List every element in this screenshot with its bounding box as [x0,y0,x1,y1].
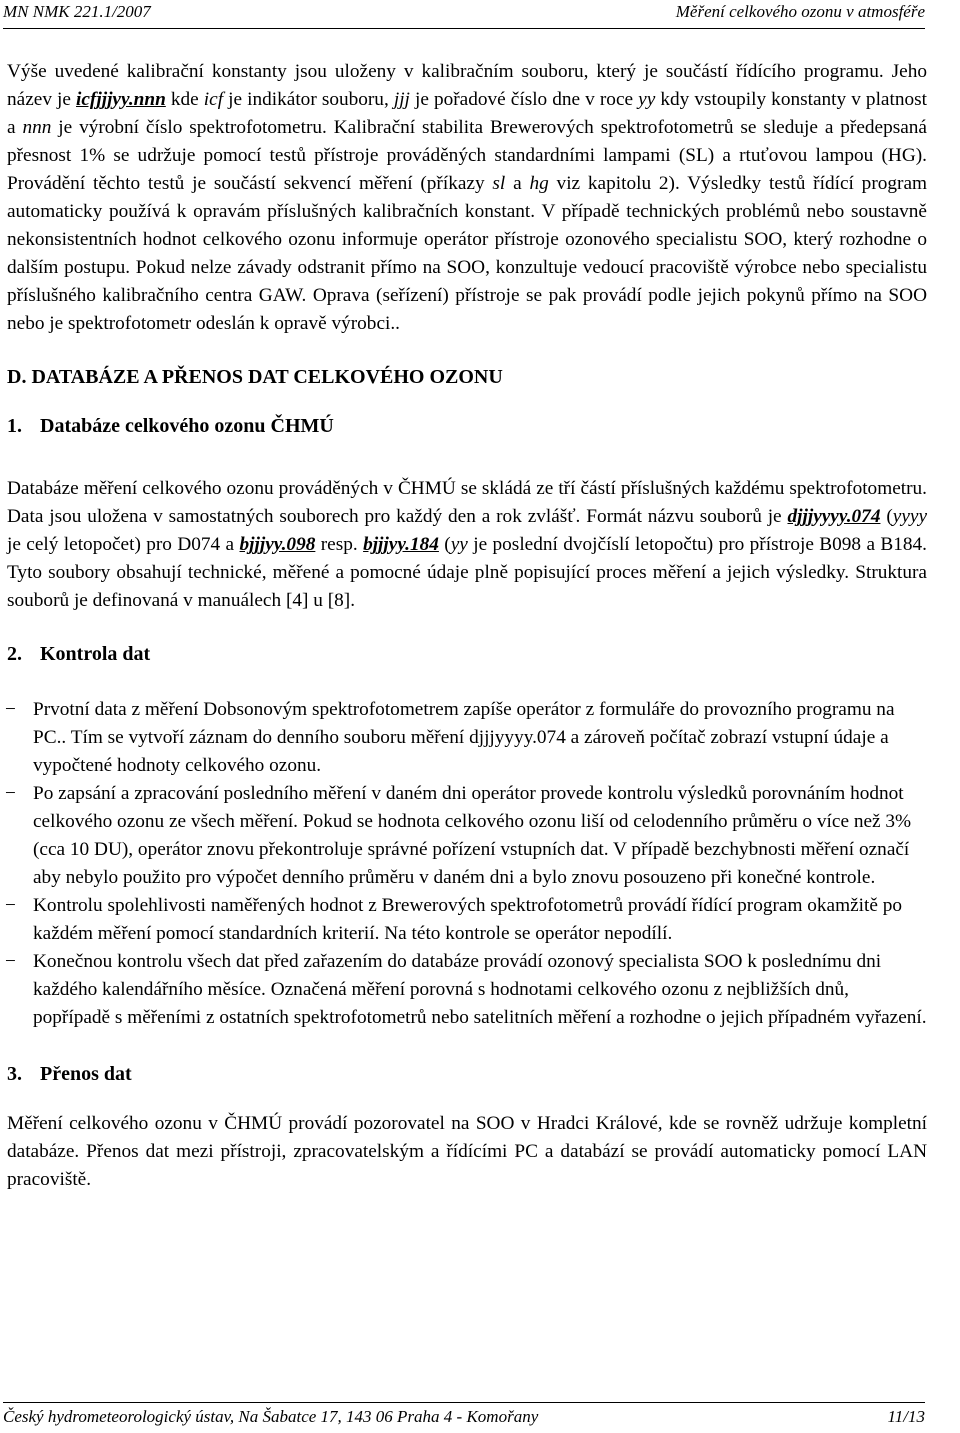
list-item: − Konečnou kontrolu všech dat před zařazením do databáze provádí ozonový specialista SOO k poslednímu dni každého kalendářního měsíce. Označená měření porovná s hodnotami celkového ozonu z nejbližších dnů, popřípadě s měřeními z ostatních spektrofotometrů nebo satelitních měření a rozhodne o jejich případném vyřazení. [7,948,927,1032]
page-footer [3,1402,925,1433]
data-check-list [7,696,927,1032]
page-content [7,58,927,1194]
subsection-2-heading: 2. Kontrola dat [7,643,151,665]
dash-bullet-icon: − [5,895,16,916]
dash-bullet-icon: − [5,783,16,804]
section-d-heading: D. DATABÁZE A PŘENOS DAT CELKOVÉHO OZONU [7,366,503,388]
list-item: − Prvotní data z měření Dobsonovým spektrofotometrem zapíše operátor z formuláře do provozního programu na PC.. Tím se vytvoří záznam do denního souboru měření djjjyyyy.074 a zároveň počítač zobrazí vstupní údaje a vypočtené hodnoty celkového ozonu. [7,696,927,780]
dash-bullet-icon: − [5,951,16,972]
database-paragraph: Databáze měření celkového ozonu prováděných v ČHMÚ se skládá ze tří částí příslušných každému spektrofotometru. Data jsou uložena v samostatných souborech pro každý den a rok zvlášť. Formát názvu souborů je djjjyyyy.074 (yyyy je celý letopočet) pro D074 a bjjjyy.098 resp. bjjjyy.184 (yy je poslední dvojčíslí letopočtu) pro přístroje B098 a B184. Tyto soubory obsahují technické, měřené a pomocné údaje plně popisující proces měření a jejich výsledky. Struktura souborů je definovaná v manuálech [4] u [8]. [7,478,927,611]
footer-address: Český hydrometeorologický ústav, Na Šabatce 17, 143 06 Praha 4 - Komořany [3,1407,539,1426]
page-number: 11/13 [887,1407,925,1426]
list-item: − Kontrolu spolehlivosti naměřených hodnot z Brewerových spektrofotometrů provádí řídící program okamžitě po každém měření pomocí standardních kriterií. Na této kontrole se operátor nepodílí. [7,892,927,948]
dash-bullet-icon: − [5,699,16,720]
page-header [3,2,925,29]
header-title: Měření celkového ozonu v atmosféře [675,2,925,21]
header-doc-id: MN NMK 221.1/2007 [3,2,151,21]
list-item: − Po zapsání a zpracování posledního měření v daném dni operátor provede kontrolu výsledků porovnáním hodnot celkového ozonu ze všech měření. Pokud se hodnota celkového ozonu liší od celodenního průměru o více než 3% (cca 10 DU), operátor znovu překontroluje správné pořízení vstupních dat. V případě bezchybnosti měření označí aby nebylo použito pro výpočet denního průměru v daném dni a bylo znovu posouzeno při konečné kontrole. [7,780,927,892]
intro-paragraph: Výše uvedené kalibrační konstanty jsou uloženy v kalibračním souboru, který je součástí řídícího programu. Jeho název je icfjjjyy.nnn kde icf je indikátor souboru, jjj je pořadové číslo dne v roce yy kdy vstoupily konstanty v platnost a nnn je výrobní číslo spektrofotometru. Kalibrační stabilita Brewerových spektrofotometrů se sleduje a předepsaná přesnost 1% se udržuje pomocí testů přístroje prováděných standardními lampami (SL) a rtuťovou lampou (HG). Provádění těchto testů je součástí sekvencí měření (příkazy sl a hg viz kapitolu 2). Výsledky testů řídící program automaticky používá k opravám příslušných kalibračních konstant. V případě technických problémů nebo soustavně nekonsistentních hodnot celkového ozonu informuje operátor přístroje ozonového specialistu SOO, který rozhodne o dalším postupu. Pokud nelze závady odstranit přímo na SOO, konzultuje vedoucí pracoviště výrobce nebo specialistu příslušného kalibračního centra GAW. Oprava (seřízení) přístroje se pak provádí podle jejich pokynů přímo na SOO nebo je spektrofotometr odeslán k opravě výrobci.. [7,61,927,334]
calibration-filename: icfjjjyy.nnn [76,89,166,110]
subsection-3-heading: 3. Přenos dat [7,1063,132,1085]
subsection-1-heading: 1. Databáze celkového ozonu ČHMÚ [7,415,334,437]
transfer-paragraph: Měření celkového ozonu v ČHMÚ provádí pozorovatel na SOO v Hradci Králové, kde se rovněž udržuje kompletní databáze. Přenos dat mezi přístroji, zpracovatelským a řídícími PC a databází se provádí automaticky pomocí LAN pracoviště. [7,1113,927,1190]
